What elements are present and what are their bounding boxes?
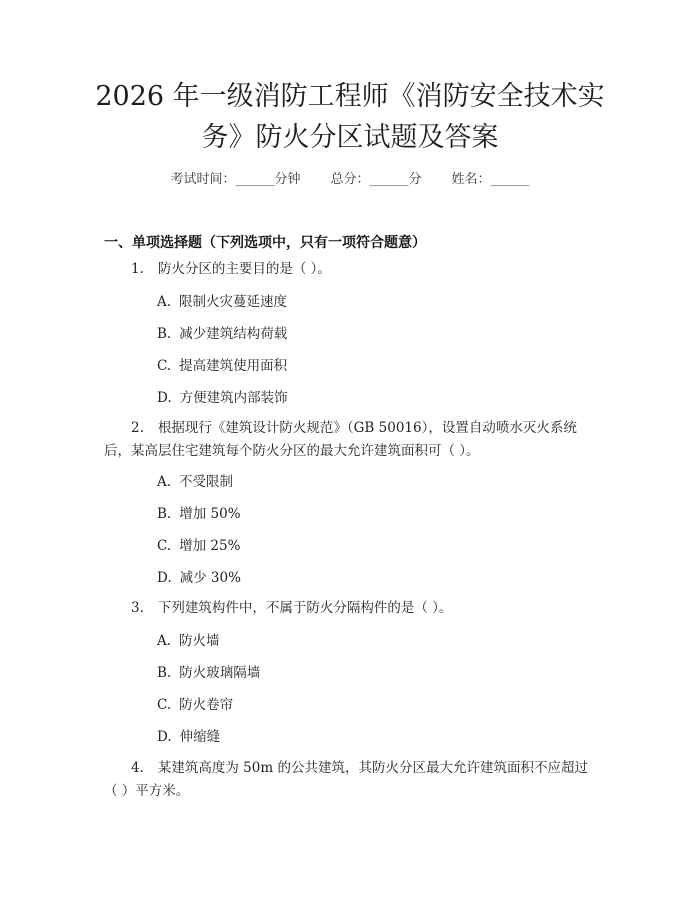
question-2-option-d bbox=[157, 568, 241, 588]
option-letter: D. bbox=[157, 729, 172, 745]
option-text: 提高建筑使用面积 bbox=[179, 358, 288, 374]
question-text: 下列建筑构件中，不属于防火分隔构件的是（ ）。 bbox=[157, 600, 453, 616]
title-line-2: 务》防火分区试题及答案 bbox=[201, 122, 499, 153]
question-3-option-a bbox=[157, 631, 220, 651]
option-letter: C. bbox=[157, 358, 172, 374]
option-letter: D. bbox=[157, 570, 172, 586]
option-text: 防火墙 bbox=[179, 633, 220, 649]
question-3-option-d bbox=[157, 727, 220, 747]
question-text: 某建筑高度为 50m 的公共建筑，其防火分区最大允许建筑面积不应超过（ ）平方米。 bbox=[104, 760, 588, 799]
option-text: 减少建筑结构荷载 bbox=[179, 326, 288, 342]
option-text: 伸缩缝 bbox=[179, 729, 221, 745]
question-3-option-c bbox=[157, 695, 233, 715]
question-number: 4. bbox=[131, 760, 144, 776]
question-2-option-a bbox=[157, 472, 233, 492]
option-letter: B. bbox=[157, 506, 172, 522]
question-number: 3. bbox=[131, 600, 144, 616]
option-text: 限制火灾蔓延速度 bbox=[179, 294, 288, 310]
exam-meta bbox=[0, 168, 700, 187]
title-line-1: 2026 年一级消防工程师《消防安全技术实 bbox=[95, 81, 605, 112]
option-text: 增加 25% bbox=[179, 538, 241, 554]
option-letter: B. bbox=[157, 665, 172, 681]
option-letter: A. bbox=[157, 633, 172, 649]
option-letter: D. bbox=[157, 390, 172, 406]
option-text: 防火玻璃隔墙 bbox=[179, 665, 261, 681]
question-2 bbox=[104, 417, 594, 463]
question-text: 防火分区的主要目的是（ ）。 bbox=[157, 261, 331, 277]
option-letter: C. bbox=[157, 697, 172, 713]
exam-time-field: 考试时间：______分钟 bbox=[170, 172, 301, 187]
document-title bbox=[90, 76, 610, 158]
name-field: 姓名：______ bbox=[451, 172, 530, 187]
question-1-option-b bbox=[157, 324, 287, 344]
section-heading: 一、单项选择题（下列选项中，只有一项符合题意） bbox=[104, 235, 426, 251]
question-1-option-d bbox=[157, 388, 288, 408]
total-score-field: 总分：______分 bbox=[330, 172, 422, 187]
question-number: 1. bbox=[131, 261, 144, 277]
question-1 bbox=[104, 258, 594, 281]
option-text: 不受限制 bbox=[179, 474, 234, 490]
option-letter: A. bbox=[157, 294, 172, 310]
question-3 bbox=[104, 597, 594, 620]
question-1-option-c bbox=[157, 356, 287, 376]
question-2-option-c bbox=[157, 536, 240, 556]
option-text: 增加 50% bbox=[179, 506, 241, 522]
question-number: 2. bbox=[131, 420, 144, 436]
option-letter: C. bbox=[157, 538, 172, 554]
question-2-option-b bbox=[157, 504, 241, 524]
question-3-option-b bbox=[157, 663, 260, 683]
option-text: 减少 30% bbox=[179, 570, 241, 586]
option-letter: A. bbox=[157, 474, 172, 490]
question-1-option-a bbox=[157, 292, 287, 312]
option-text: 方便建筑内部装饰 bbox=[179, 390, 288, 406]
option-letter: B. bbox=[157, 326, 172, 342]
question-text: 根据现行《建筑设计防火规范》（GB 50016），设置自动喷水灭火系统后，某高层住宅建筑每个防火分区的最大允许建筑面积可（ ）。 bbox=[104, 420, 577, 459]
option-text: 防火卷帘 bbox=[179, 697, 234, 713]
question-4 bbox=[104, 757, 594, 803]
